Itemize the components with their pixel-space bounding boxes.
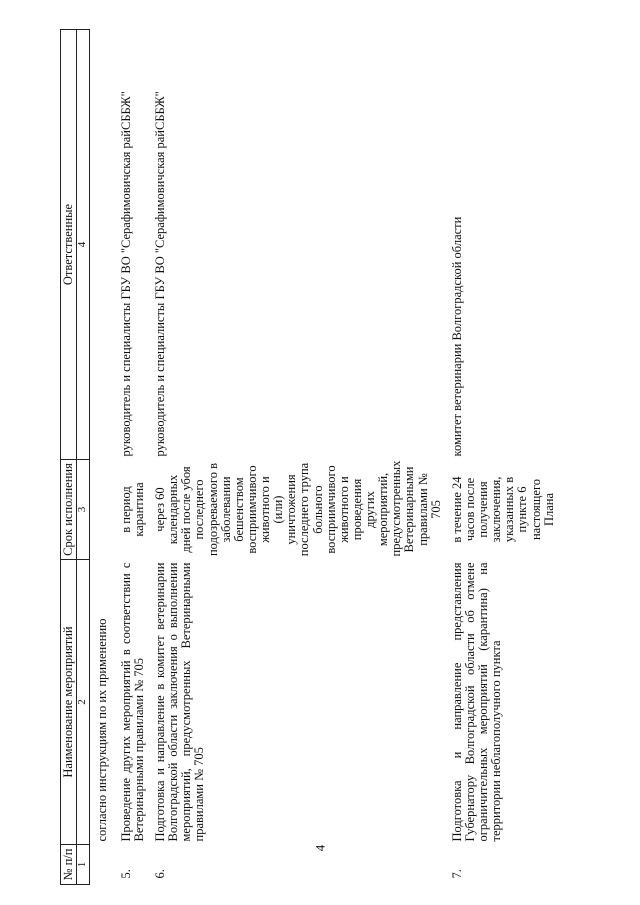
activity-responsible: комитет ветеринарии Волгоградской области [449, 216, 464, 457]
column-number: 2 [77, 560, 90, 845]
table-row [450, 30, 557, 885]
column-number-row [77, 30, 90, 885]
row-number: 7. [449, 869, 464, 879]
continuation-text: согласно инструкциям по их применению [94, 618, 109, 842]
activity-name: Подготовка и направление в комитет ветеринарии Волгоградской области заключения о выполнении мероприятий, предусмотренных Ветеринарными правилами № 705 [153, 562, 207, 842]
activity-term: в течение 24 часов после получения заключения, указанных в пункте 6 настоящего Плана [449, 476, 556, 543]
table-row [153, 30, 444, 885]
activity-term: через 60 календарных дней после убоя последнего подозреваемого в заболевании бешенством восприимчивого животного и (или) уничтожения последнего трупа больного восприимчивого животного и проведения других мероприятий, предусмотренных Ветеринарными правилами № 705 [153, 460, 443, 557]
column-number: 3 [77, 460, 90, 560]
header-responsible: Ответственные [61, 30, 77, 460]
page-number: 4 [312, 844, 327, 852]
header-number: № п/п [61, 845, 77, 885]
header-term: Срок исполнения [61, 460, 77, 560]
column-number: 1 [77, 845, 90, 885]
activity-responsible: руководитель и специалисты ГБУ ВО "Серафимовичская райСББЖ" [153, 91, 168, 457]
row-number: 6. [153, 869, 168, 879]
plan-table [60, 29, 557, 885]
activity-responsible: руководитель и специалисты ГБУ ВО "Серафимовичская райСББЖ" [118, 91, 133, 457]
header-activity-name: Наименование мероприятий [61, 560, 77, 845]
column-number: 4 [77, 30, 90, 460]
table-row [119, 30, 147, 885]
row-number: 5. [118, 869, 133, 879]
activity-name: Проведение других мероприятий в соответствии с Ветеринарными правилами № 705 [118, 562, 146, 842]
activity-term: в период карантина [118, 482, 146, 537]
table-header-row [61, 30, 77, 885]
continuation-row [89, 30, 119, 885]
activity-name: Подготовка и направление представления Губернатору Волгоградской области об отмене ограничительных мероприятий (карантина) на территории неблагополучного пункта [449, 562, 504, 842]
